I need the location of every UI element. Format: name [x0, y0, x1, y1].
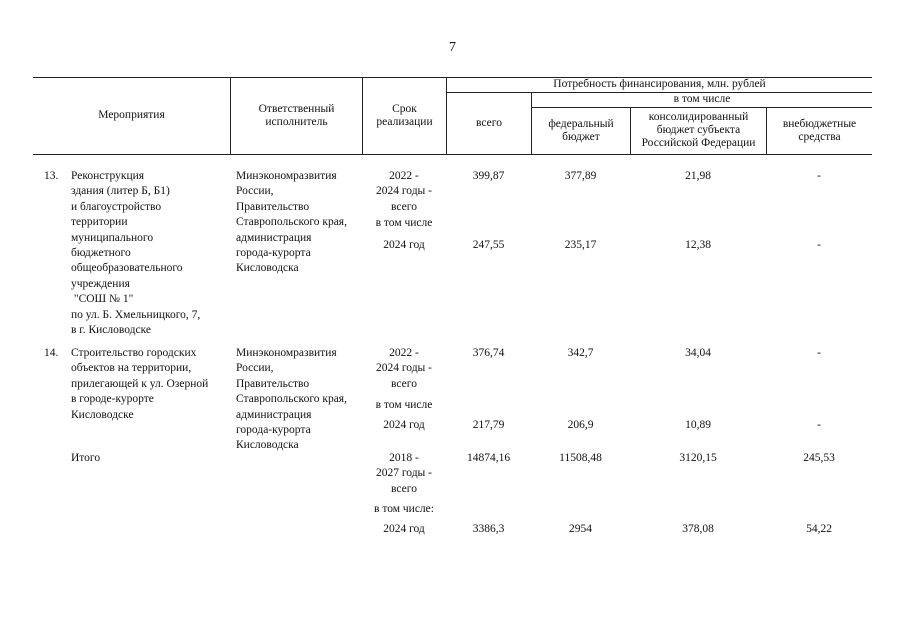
row-13-total-all: 399,87: [472, 170, 505, 182]
itogo-extra-all: 245,53: [803, 452, 835, 464]
row-14-term-including: в том числе: [375, 399, 433, 411]
row-14-term-year: 2024 год: [383, 419, 425, 431]
header-including: в том числе: [673, 93, 731, 105]
header-total: всего: [476, 116, 502, 129]
row-13-consolidated-all: 21,98: [685, 170, 711, 182]
row-13-federal-all: 377,89: [564, 170, 597, 182]
row-13-measure: Реконструкция здания (литер Б, Б1) и благоустройство территории муниципального бюджетного общеобразовательного учреждения "СОШ № 1" по ул. Б. Хмельницкого, 7, в г. Кисловодске: [71, 170, 201, 337]
row-14-extra-2024: -: [817, 419, 821, 431]
header-extra: внебюджетные средства: [782, 117, 857, 143]
itogo-total-2024: 3386,3: [472, 523, 505, 535]
row-13-term-total: 2022 - 2024 годы - всего: [375, 170, 432, 213]
row-14-consolidated-all: 34,04: [685, 347, 711, 359]
header-measures: Мероприятия: [98, 109, 165, 121]
itogo-term-year: 2024 год: [383, 523, 425, 535]
row-14-term-total: 2022 - 2024 годы - всего: [375, 347, 432, 390]
itogo-term-including: в том числе:: [374, 503, 434, 515]
row-13-extra-all: -: [817, 170, 821, 182]
header-funding-need: Потребность финансирования, млн. рублей: [553, 78, 766, 90]
row-13-executor: Минэкономразвития России, Правительство Ставропольского края, администрация города-курорта Кисловодска: [236, 170, 347, 275]
header-executor: Ответственный исполнитель: [258, 102, 335, 128]
header-federal: федеральный бюджет: [548, 117, 614, 143]
row-14-total-all: 376,74: [472, 347, 505, 359]
row-14-extra-all: -: [817, 347, 821, 359]
row-13-total-2024: 247,55: [472, 239, 505, 251]
itogo-label: Итого: [71, 452, 101, 464]
page-number: 7: [449, 40, 456, 55]
itogo-consolidated-all: 3120,15: [679, 452, 717, 464]
row-14-number: 14.: [44, 347, 59, 359]
row-14-federal-2024: 206,9: [567, 419, 594, 431]
header-consolidated: консолидированный бюджет субъекта Российской Федерации: [641, 111, 756, 149]
itogo-term-total: 2018 - 2027 годы - всего: [375, 452, 432, 495]
itogo-federal-2024: 2954: [569, 523, 592, 535]
row-13-federal-2024: 235,17: [564, 239, 597, 251]
row-14-executor: Минэкономразвития России, Правительство Ставропольского края, администрация города-курорта Кисловодска: [236, 347, 347, 452]
row-13-term-year: 2024 год: [383, 239, 425, 251]
row-14-consolidated-2024: 10,89: [685, 419, 711, 431]
row-14-total-2024: 217,79: [472, 419, 505, 431]
row-13-consolidated-2024: 12,38: [685, 239, 711, 251]
itogo-consolidated-2024: 378,08: [682, 523, 714, 535]
itogo-total-all: 14874,16: [466, 452, 511, 464]
row-13-extra-2024: -: [817, 239, 821, 251]
row-14-measure: Строительство городских объектов на территории, прилегающей к ул. Озерной в городе-курорте Кисловодске: [71, 347, 209, 421]
header-bottom-rule: [33, 154, 872, 155]
header-term: Срок реализации: [376, 102, 433, 128]
row-13-term-including: в том числе: [375, 217, 433, 229]
itogo-extra-2024: 54,22: [806, 523, 832, 535]
row-14-federal-all: 342,7: [567, 347, 594, 359]
row-13-number: 13.: [44, 170, 59, 182]
itogo-federal-all: 11508,48: [559, 452, 602, 464]
